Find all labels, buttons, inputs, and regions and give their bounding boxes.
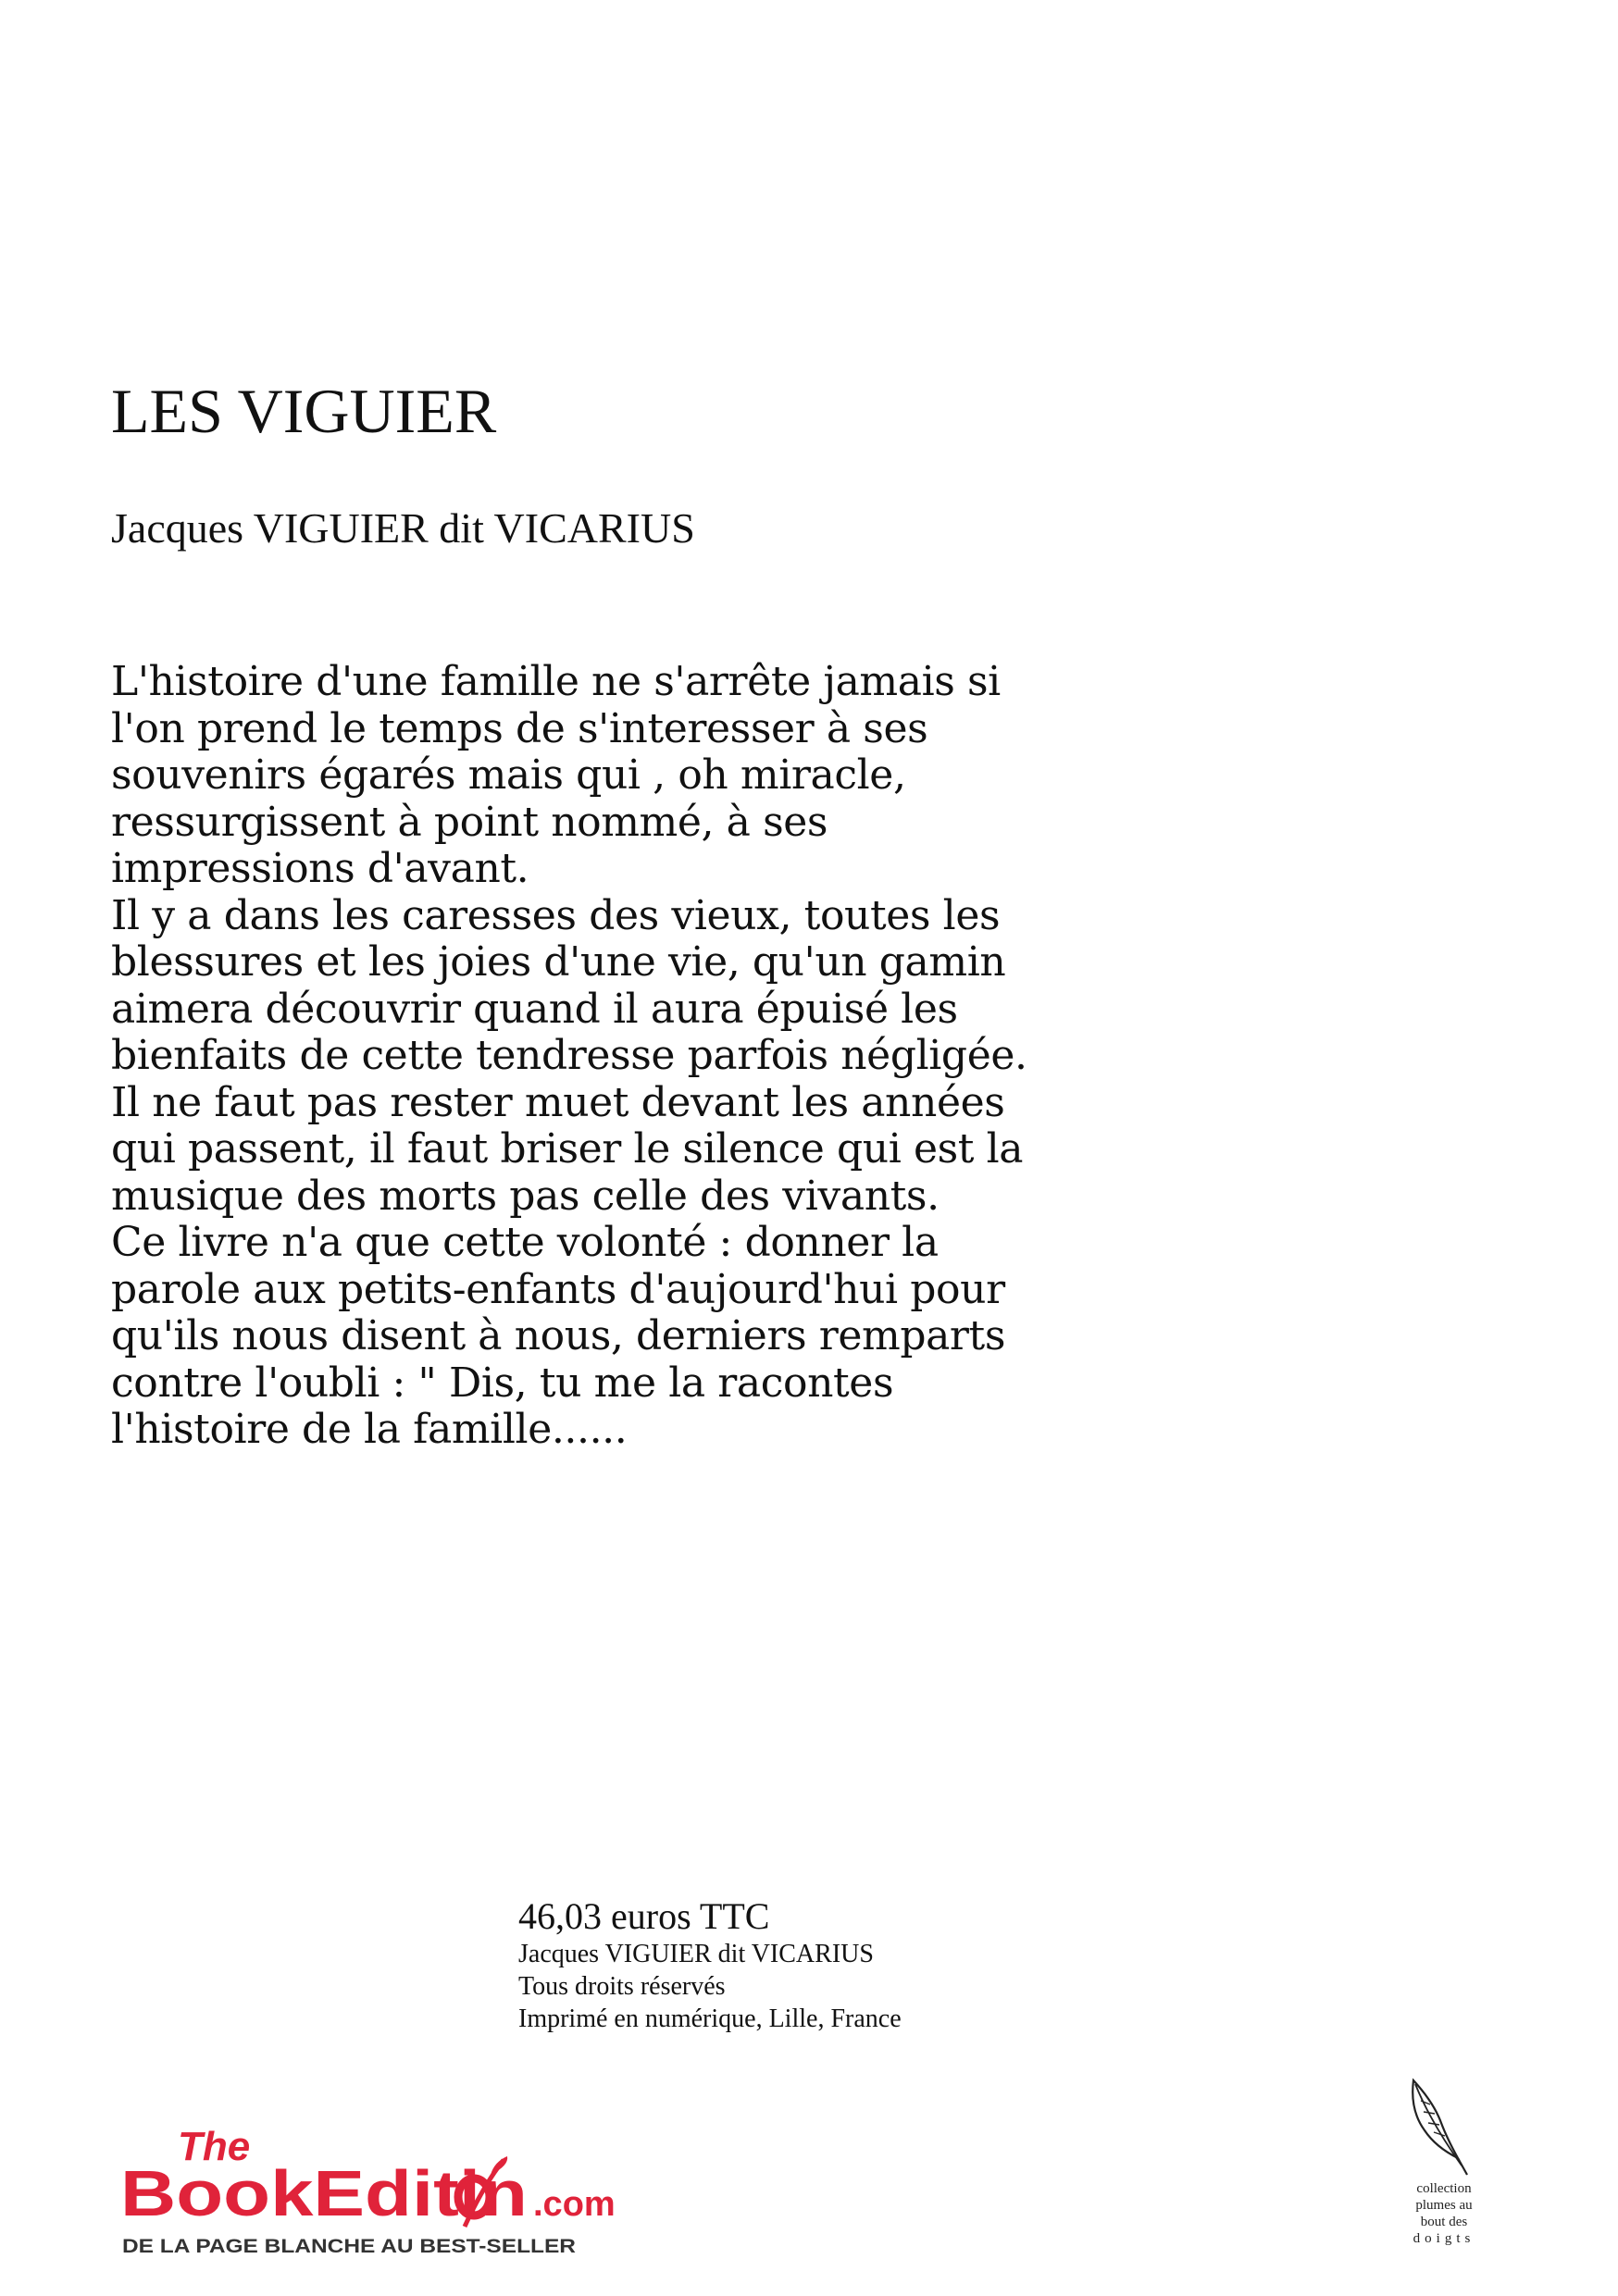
blurb-line: L'histoire d'une famille ne s'arrête jamais si [111, 658, 1001, 705]
blurb-line: impressions d'avant. [111, 845, 529, 892]
publisher-logo [120, 2119, 676, 2267]
blurb-line: qu'ils nous disent à nous, derniers remparts [111, 1312, 1006, 1359]
logo-the-text: The [178, 2124, 251, 2169]
logo-n-text: n [480, 2157, 520, 2229]
blurb-line: Ce livre n'a que cette volonté : donner la [111, 1219, 939, 1266]
collection-line: doigts [1413, 2231, 1475, 2246]
blurb-line: musique des morts pas celle des vivants. [111, 1172, 940, 1220]
collection-line: bout des [1420, 2215, 1468, 2229]
blurb-line: l'on prend le temps de s'interesser à ses [111, 704, 928, 752]
collection-line: plumes au [1415, 2198, 1473, 2213]
logo-com-text: .com [533, 2185, 616, 2224]
blurb-line: qui passent, il faut briser le silence qui est la [111, 1125, 1024, 1173]
collection-label [1393, 2180, 1495, 2247]
blurb-line: ressurgissent à point nommé, à ses [111, 798, 828, 846]
blurb-line: aimera découvrir quand il aura épuisé les [111, 985, 958, 1033]
blurb-line: Il ne faut pas rester muet devant les années [111, 1078, 1005, 1126]
book-author: Jacques VIGUIER dit VICARIUS [111, 504, 695, 552]
logo-tagline: DE LA PAGE BLANCHE AU BEST-SELLER [122, 2236, 576, 2257]
blurb-line: l'histoire de la famille...... [111, 1406, 628, 1453]
logo-book-text: BookEditi [120, 2157, 423, 2229]
imprint-block [518, 1895, 1259, 2035]
collection-line: collection [1416, 2181, 1472, 2196]
blurb-line: Il y a dans les caresses des vieux, toutes les [111, 891, 1001, 939]
book-title: LES VIGUIER [111, 376, 497, 446]
blurb-line: contre l'oubli : " Dis, tu me la racontes [111, 1359, 894, 1407]
print-location: Imprimé en numérique, Lille, France [518, 2004, 902, 2033]
feather-quill-icon [1393, 2073, 1495, 2184]
book-blurb [111, 659, 1222, 1454]
blurb-line: bienfaits de cette tendresse parfois négligée. [111, 1032, 1027, 1079]
price-label: 46,03 euros TTC [518, 1895, 770, 1937]
blurb-line: blessures et les joies d'une vie, qu'un gamin [111, 938, 1006, 986]
blurb-line: parole aux petits-enfants d'aujourd'hui pour [111, 1265, 1005, 1313]
blurb-line: souvenirs égarés mais qui , oh miracle, [111, 751, 906, 799]
imprint-author: Jacques VIGUIER dit VICARIUS [518, 1940, 874, 1968]
rights-notice: Tous droits réservés [518, 1972, 726, 2001]
